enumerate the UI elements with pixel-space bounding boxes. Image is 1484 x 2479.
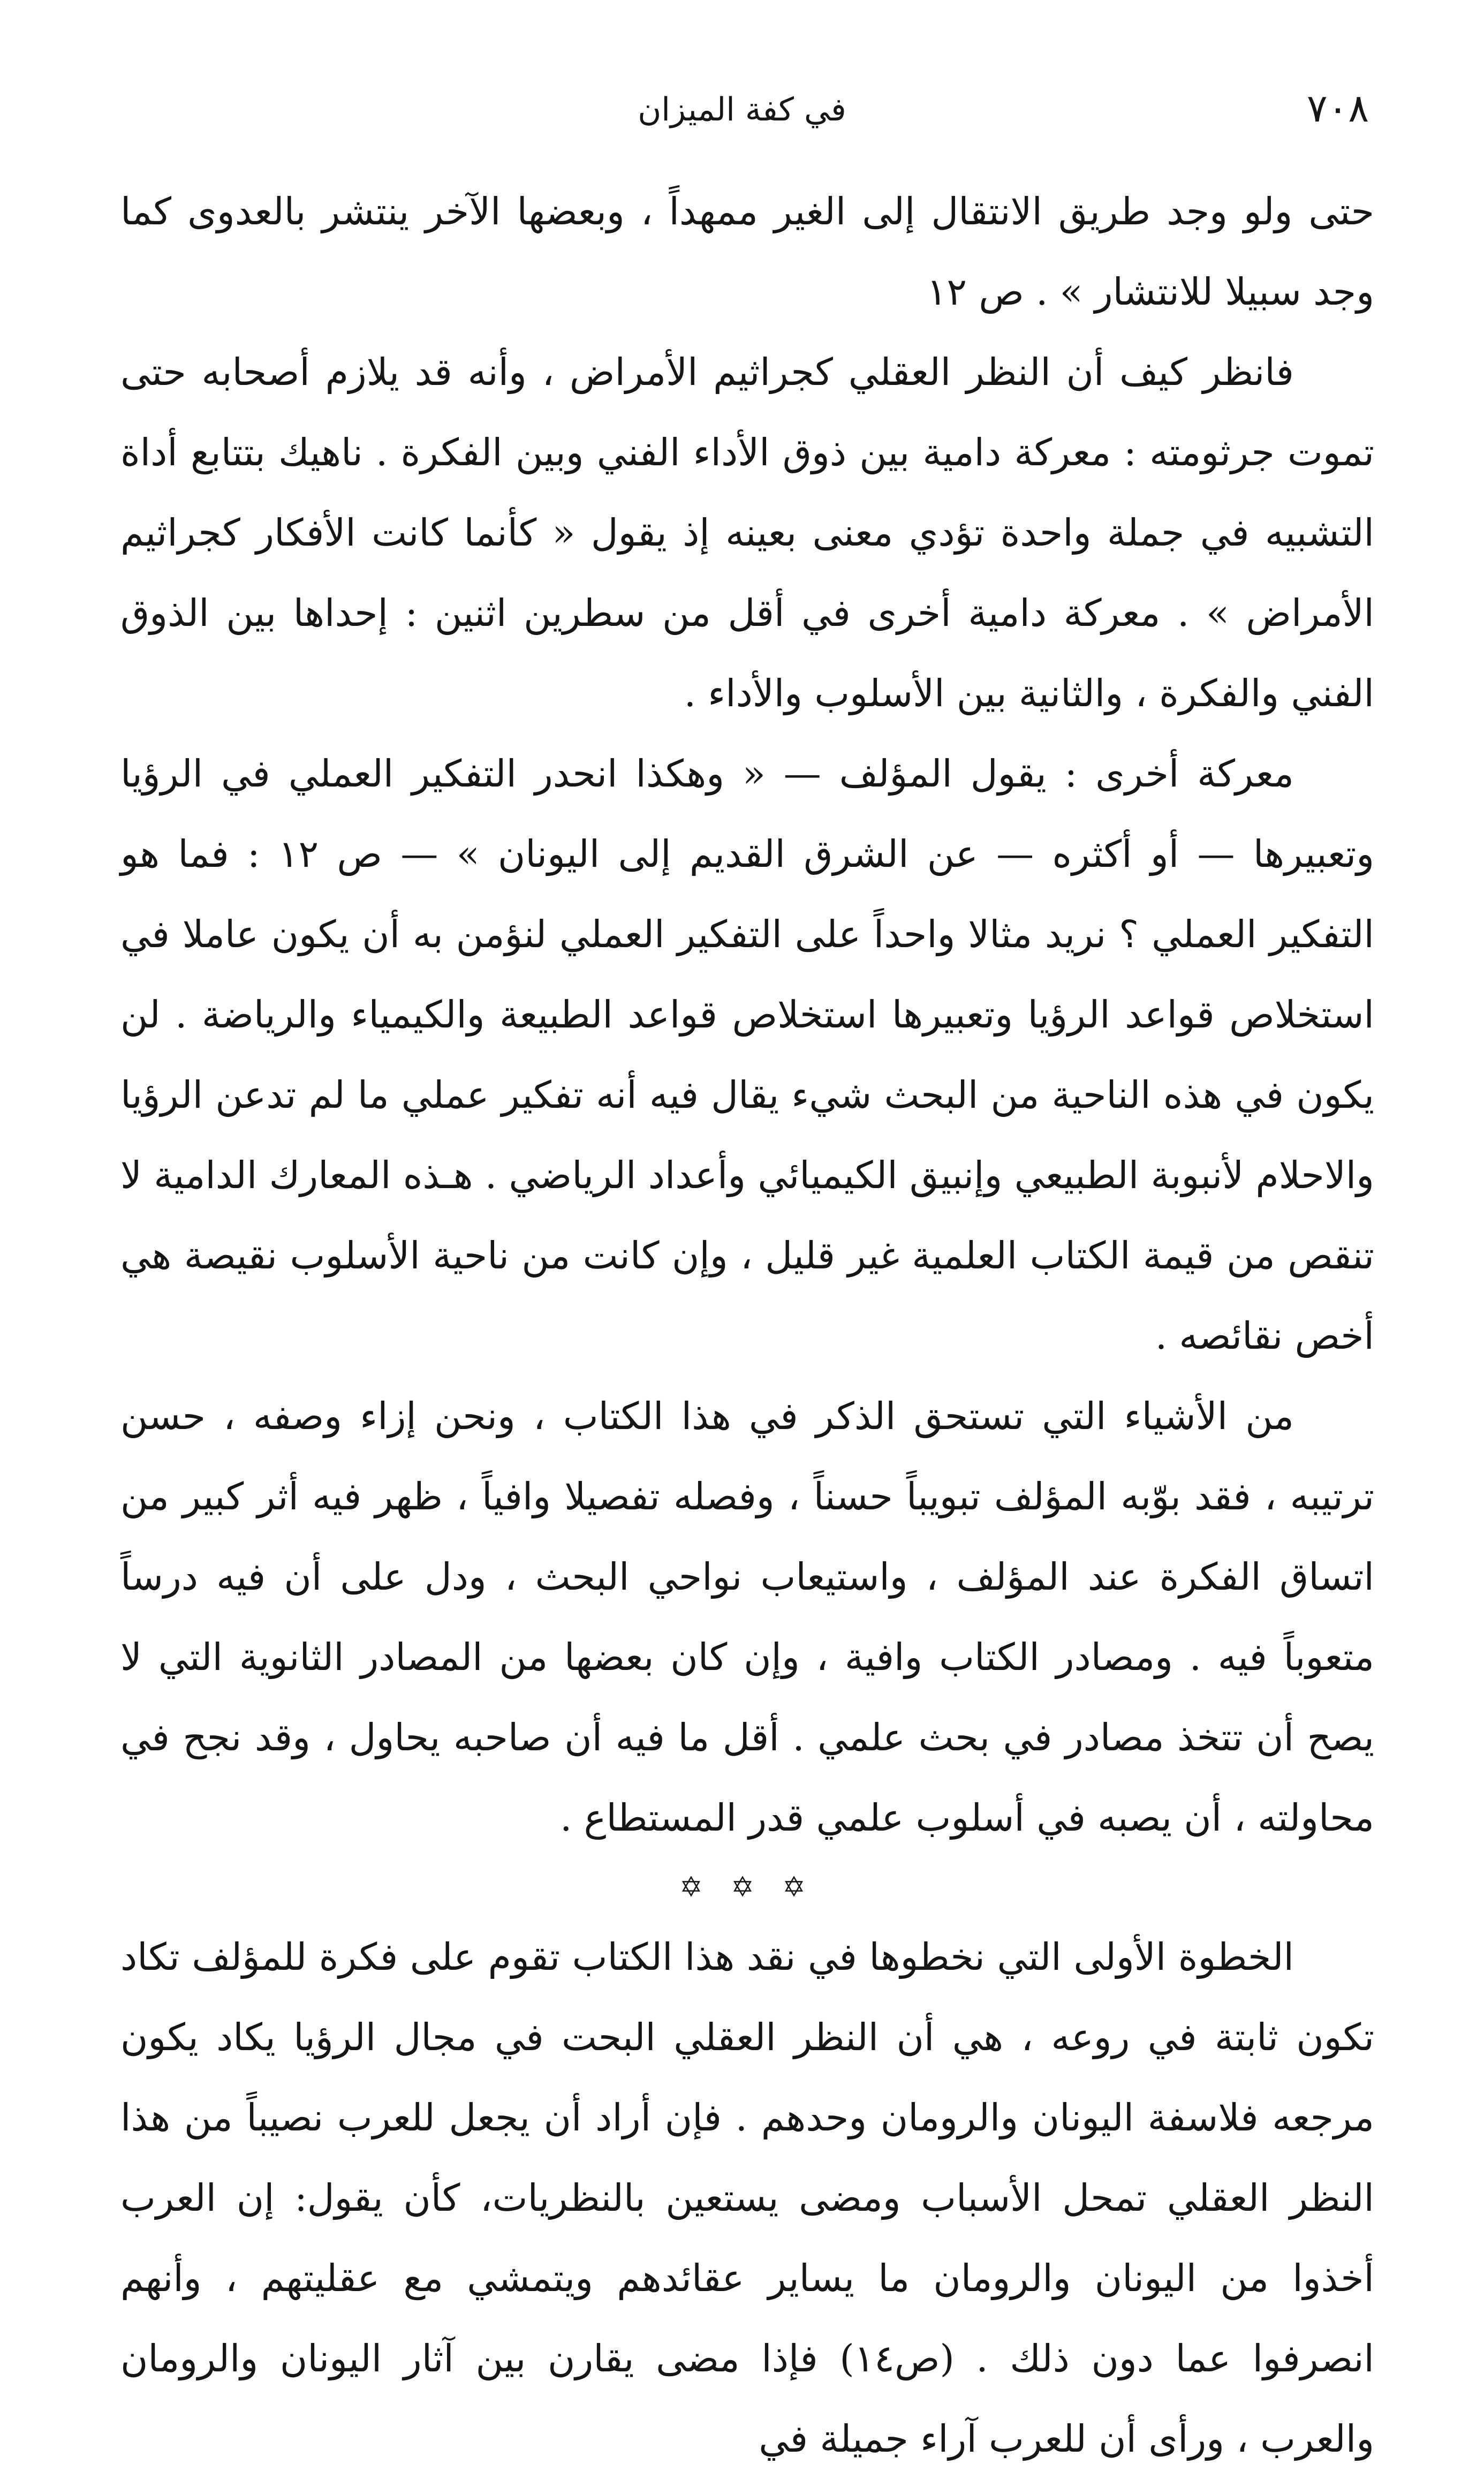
section-separator: ✡ ✡ ✡ [679,1871,815,1903]
running-head: في كفة الميزان [638,91,846,129]
page-number: ٧٠٨ [1306,86,1369,131]
paragraph-1: حتى ولو وجد طريق الانتقال إلى الغير ممهداً ، وبعضها الآخر ينتشر بالعدوى كما وجد سبيلا للانتشار » . ص ١٢ [120,190,1374,314]
paragraph-4: من الأشياء التي تستحق الذكر في هذا الكتاب ، ونحن إزاء وصفه ، حسن ترتيبه ، فقد بوّبه المؤلف تبويباً حسناً ، وفصله تفصيلا وافياً ، ظهر فيه أثر كبير من اتساق الفكرة عند المؤلف ، واستيعاب نواحي البحث ، ودل على أن فيه درساً متعوباً فيه . ومصادر الكتاب وافية ، وإن كان بعضها من المصادر الثانوية التي لا يصح أن تتخذ مصادر في بحث علمي . أقل ما فيه أن صاحبه يحاول ، وقد نجح في محاولته ، أن يصبه في أسلوب علمي قدر المستطاع . [120,1394,1374,1840]
paragraph-5: الخطوة الأولى التي نخطوها في نقد هذا الكتاب تقوم على فكرة للمؤلف تكاد تكون ثابتة في روعه ، هي أن النظر العقلي البحت في مجال الرؤيا يكاد يكون مرجعه فلاسفة اليونان والرومان وحدهم . فإن أراد أن يجعل للعرب نصيباً من هذا النظر العقلي تمحل الأسباب ومضى يستعين بالنظريات، كأن يقول: إن العرب أخذوا من اليونان والرومان ما يساير عقائدهم ويتمشي مع عقليتهم ، وأنهم انصرفوا عما دون ذلك . (ص١٤) فإذا مضى يقارن بين آثار اليونان والرومان والعرب ، ورأى أن للعرب آراء جميلة في [120,1935,1374,2461]
paragraph-3: معركة أخرى : يقول المؤلف — « وهكذا انحدر التفكير العملي في الرؤيا وتعبيرها — أو أكثره — عن الشرق القديم إلى اليونان » — ص ١٢ : فما هو التفكير العملي ؟ نريد مثالا واحداً على التفكير العملي لنؤمن به أن يكون عاملا في استخلاص قواعد الرؤيا وتعبيرها استخلاص قواعد الطبيعة والكيمياء والرياضة . لن يكون في هذه الناحية من البحث شيء يقال فيه أنه تفكير عملي ما لم تدعن الرؤيا والاحلام لأنبوبة الطبيعي وإنبيق الكيميائي وأعداد الرياضي . هـذه المعارك الدامية لا تنقص من قيمة الكتاب العلمية غير قليل ، وإن كانت من ناحية الأسلوب نقيصة هي أخص نقائصه . [120,752,1375,1358]
paragraph-2: فانظر كيف أن النظر العقلي كجراثيم الأمراض ، وأنه قد يلازم أصحابه حتى تموت جرثومته : معركة دامية بين ذوق الأداء الفني وبين الفكرة . ناهيك بتتابع أداة التشبيه في جملة واحدة تؤدي معنى بعينه إذ يقول « كأنما كانت الأفكار كجراثيم الأمراض » . معركة دامية أخرى في أقل من سطرين اثنين : إحداها بين الذوق الفني والفكرة ، والثانية بين الأسلوب والأداء . [120,350,1374,715]
body-text [120,171,1374,2479]
